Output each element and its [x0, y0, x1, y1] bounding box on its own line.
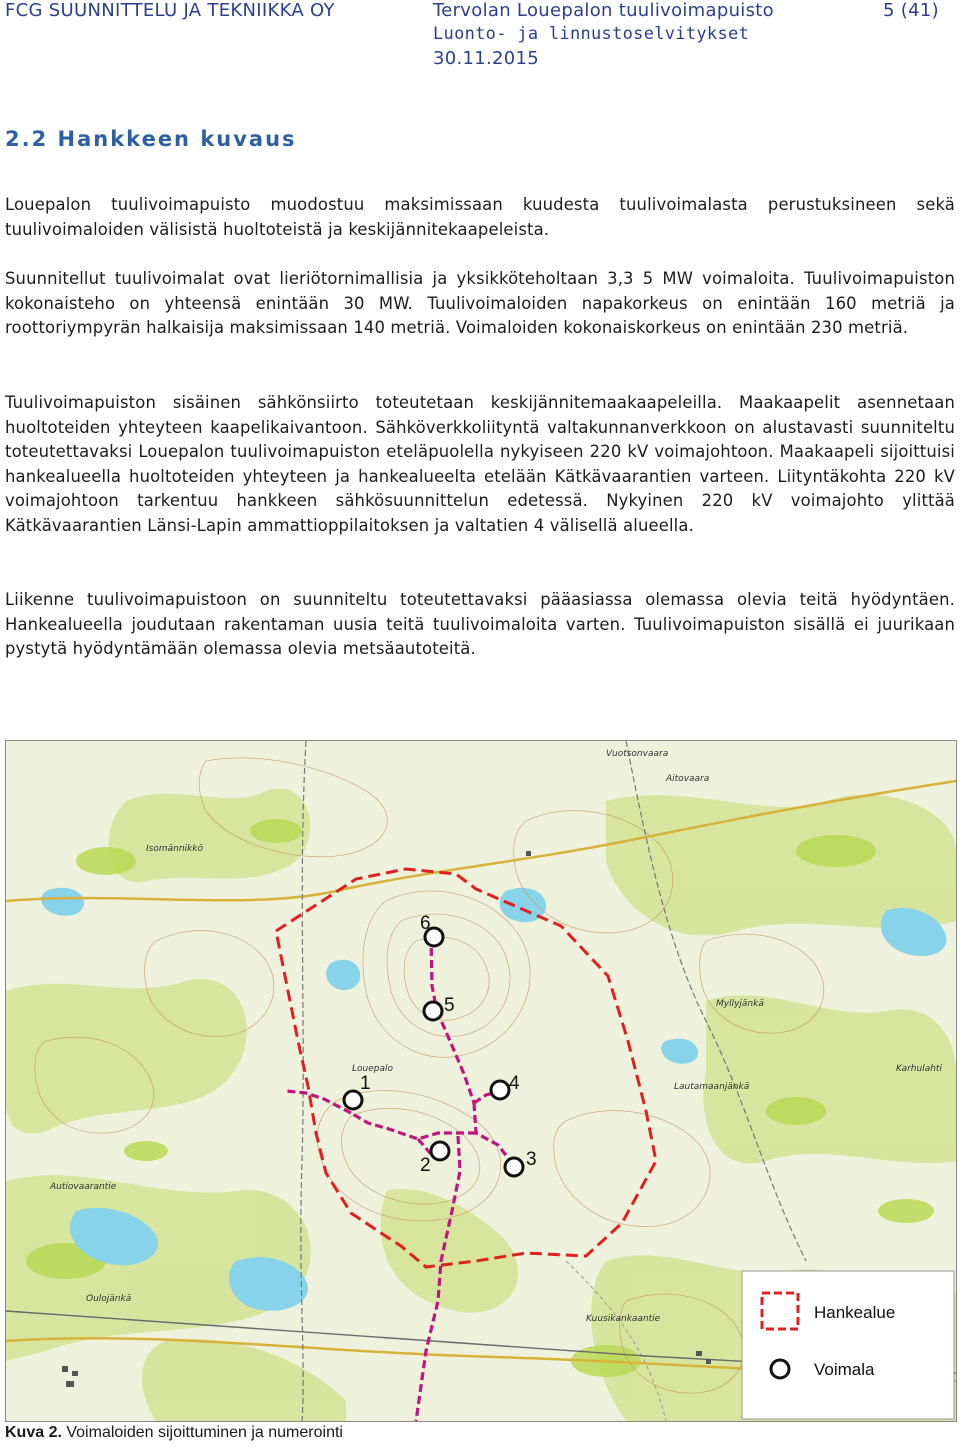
legend-area-label: Hankealue: [814, 1303, 896, 1322]
paragraph-2: Suunnitellut tuulivoimalat ovat lieriötornimallisia ja yksikköteholtaan 3,3 5 MW voimaloita. Tuulivoimapuiston kokonaisteho on yhteensä enintään 30 MW. Tuulivoimaloiden napakorkeus on enintään 160 metriä ja roottoriympyrän halkaisija maksimissaan 140 metriä. Voimaloiden kokonaiskorkeus on enintään 230 metriä.: [5, 269, 955, 338]
legend-turbine-label: Voimala: [814, 1360, 875, 1379]
header-company: FCG SUUNNITTELU JA TEKNIIKKA OY: [5, 0, 335, 21]
place-label: Louepalo: [352, 1064, 393, 1074]
turbine-number-3: 3: [526, 1149, 537, 1170]
place-label: Oulojänkä: [86, 1294, 132, 1304]
place-label: Aitovaara: [666, 774, 710, 784]
legend-turbine-swatch: [771, 1360, 789, 1378]
turbine-number-4: 4: [509, 1073, 520, 1094]
header-subtitle: Luonto- ja linnustoselvitykset: [433, 24, 750, 44]
header-page-number: 5 (41): [883, 0, 939, 21]
header-project: Tervolan Louepalon tuulivoimapuisto: [433, 0, 774, 21]
turbine-number-2: 2: [420, 1155, 431, 1176]
place-label: Kuusikankaantie: [586, 1314, 661, 1324]
place-label: Karhulahti: [896, 1064, 942, 1074]
turbine-number-5: 5: [444, 995, 455, 1016]
map-legend: [742, 1271, 954, 1419]
place-label: Myllyjänkä: [716, 999, 764, 1009]
paragraph-3: Tuulivoimapuiston sisäinen sähkönsiirto toteutetaan keskijännitemaakaapeleilla. Maakaapelit asennetaan huoltoteiden yhteyteen kaapelikaivantoon. Sähköverkkoliityntä valtakunnanverkkoon on alustavasti suunniteltu toteutettavaksi Louepalon tuulivoimapuiston eteläpuolella nykyiseen 220 kV voimajohtoon. Maakaapeli sijoittuisi hankealueella huoltoteiden yhteyteen ja hankealueelta etelään Kätkävaarantien varteen. Liityntäkohta 220 kV voimajohtoon tarkentuu hankkeen sähkösuunnittelun edetessä. Nykyinen 220 kV voimajohto ylittää Kätkävaarantien Länsi-Lapin ammattioppilaitoksen ja valtatien 4 välisellä alueella.: [5, 393, 955, 535]
caption-label: Kuva 2.: [5, 1424, 62, 1441]
place-label: Vuotsonvaara: [606, 749, 669, 759]
page-header: [0, 0, 960, 70]
place-label: Isomännikkö: [146, 844, 203, 854]
map-figure: [5, 740, 957, 1422]
section-title: 2.2 Hankkeen kuvaus: [5, 127, 297, 151]
turbine-number-6: 6: [420, 913, 431, 934]
terrain-map: [6, 741, 956, 1421]
place-label: Lautamaanjänkä: [674, 1082, 750, 1092]
place-label: Autiovaarantie: [50, 1182, 117, 1192]
figure-caption: [5, 1424, 343, 1442]
header-date: 30.11.2015: [433, 48, 540, 69]
paragraph-1: Louepalon tuulivoimapuisto muodostuu maksimissaan kuudesta tuulivoimalasta perustuksineen sekä tuulivoimaloiden välisistä huoltoteistä ja keskijännitekaapeleista.: [5, 195, 955, 239]
paragraph-4: Liikenne tuulivoimapuistoon on suunniteltu toteutettavaksi pääasiassa olemassa olevia teitä hyödyntäen. Hankealueella joudutaan rakentaman uusia teitä tuulivoimaloita varten. Tuulivoimapuiston sisällä ei juurikaan pystytä hyödyntämään olemassa olevia metsäautoteitä.: [5, 590, 955, 659]
caption-text: Voimaloiden sijoittuminen ja numerointi: [61, 1424, 343, 1441]
turbine-number-1: 1: [360, 1073, 371, 1094]
